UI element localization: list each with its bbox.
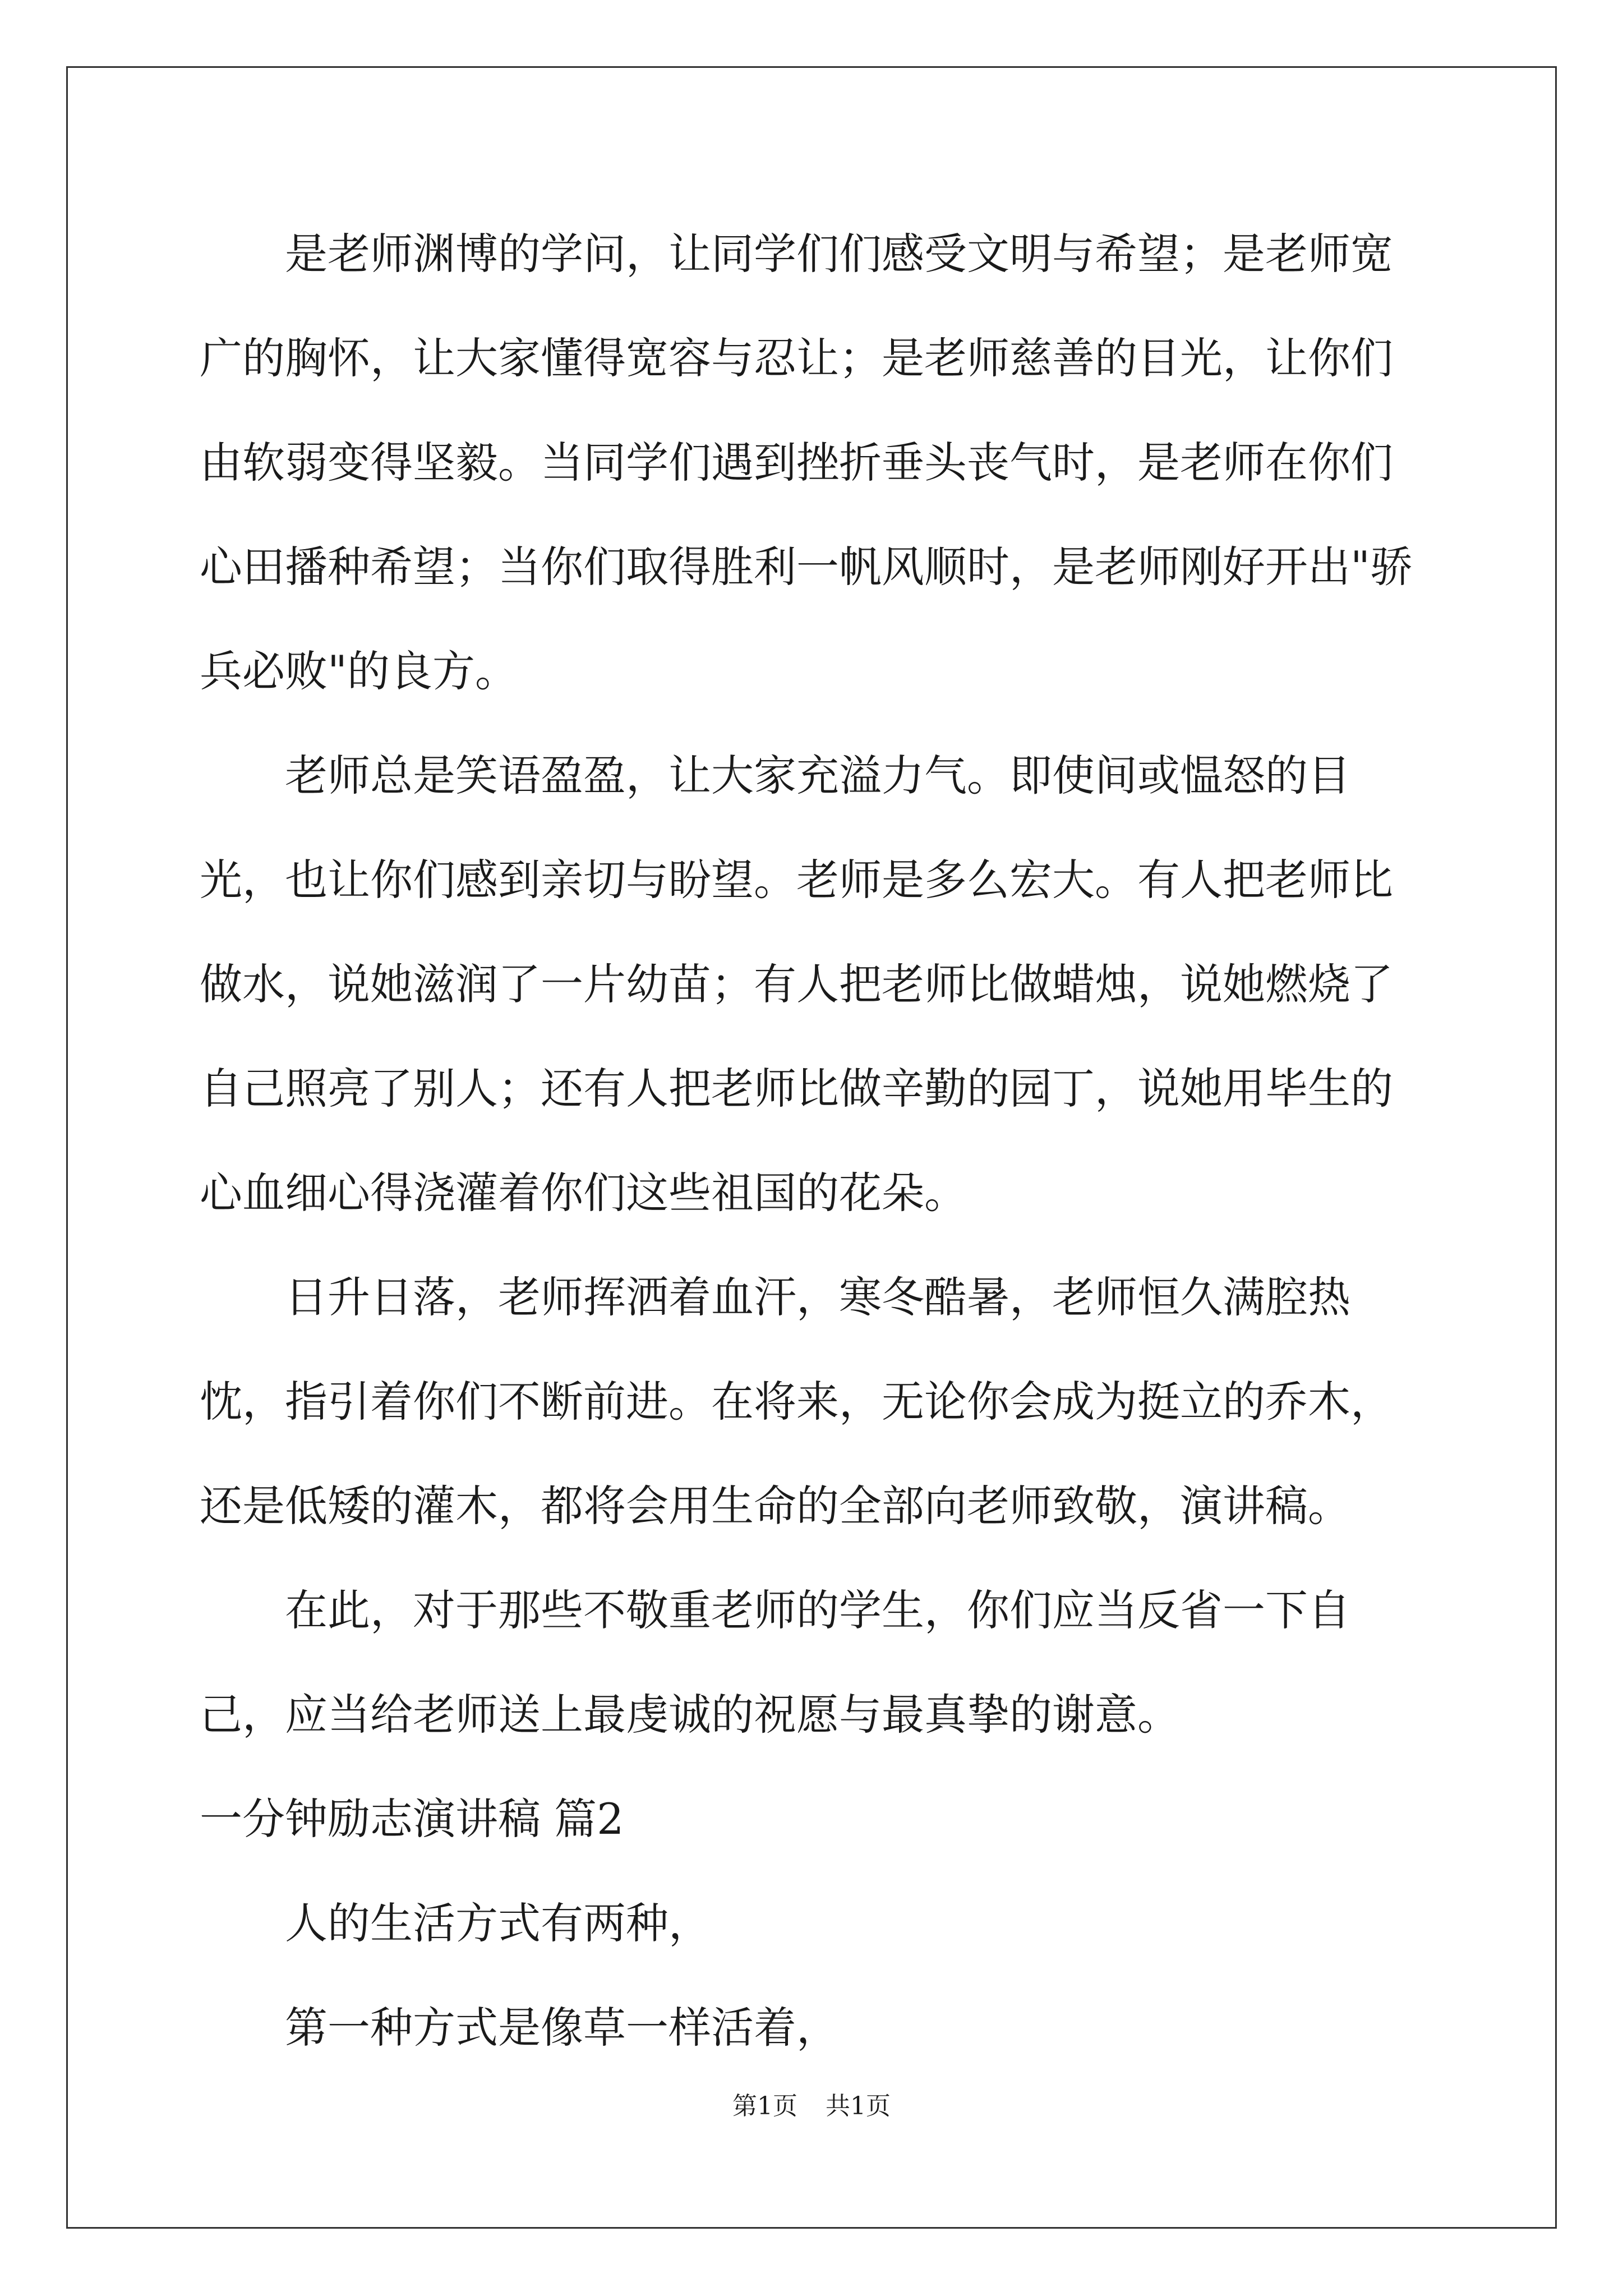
paragraph-2: 老师总是笑语盈盈，让大家充溢力气。即使间或愠怒的目光，也让你们感到亲切与盼望。老师是多么宏大。有人把老师比做水，说她滋润了一片幼苗；有人把老师比做蜡烛，说她燃烧了自己照亮了别人；还有人把老师比做辛勤的园丁，说她用毕生的心血细心得浇灌着你们这些祖国的花朵。 — [200, 751, 1393, 1218]
page-number-current: 第1页 — [732, 2092, 797, 2120]
paragraph-1: 是老师渊博的学问，让同学们们感受文明与希望；是老师宽广的胸怀，让大家懂得宽容与忍让；是老师慈善的目光，让你们由软弱变得坚毅。当同学们遇到挫折垂头丧气时，是老师在你们心田播种希望；当你们取得胜利一帆风顺时，是老师刚好开出"骄兵必败"的良方。 — [200, 229, 1413, 696]
paragraph-3: 日升日落，老师挥洒着血汗，寒冬酷暑，老师恒久满腔热忱，指引着你们不断前进。在将来，无论你会成为挺立的乔木，还是低矮的灌木，都将会用生命的全部向老师致敬，演讲稿。 — [200, 1272, 1393, 1531]
page-footer — [0, 2090, 1623, 2123]
paragraph-6: 第一种方式是像草一样活着， — [285, 2003, 839, 2053]
paragraph-4: 在此，对于那些不敬重老师的学生，你们应当反省一下自己，应当给老师送上最虔诚的祝愿与最真挚的谢意。 — [200, 1585, 1350, 1740]
page-number-total: 共1页 — [826, 2092, 891, 2120]
section-heading: 一分钟励志演讲稿 篇2 — [200, 1794, 624, 1844]
document-body — [200, 202, 1423, 2080]
paragraph-5: 人的生活方式有两种， — [285, 1898, 711, 1948]
